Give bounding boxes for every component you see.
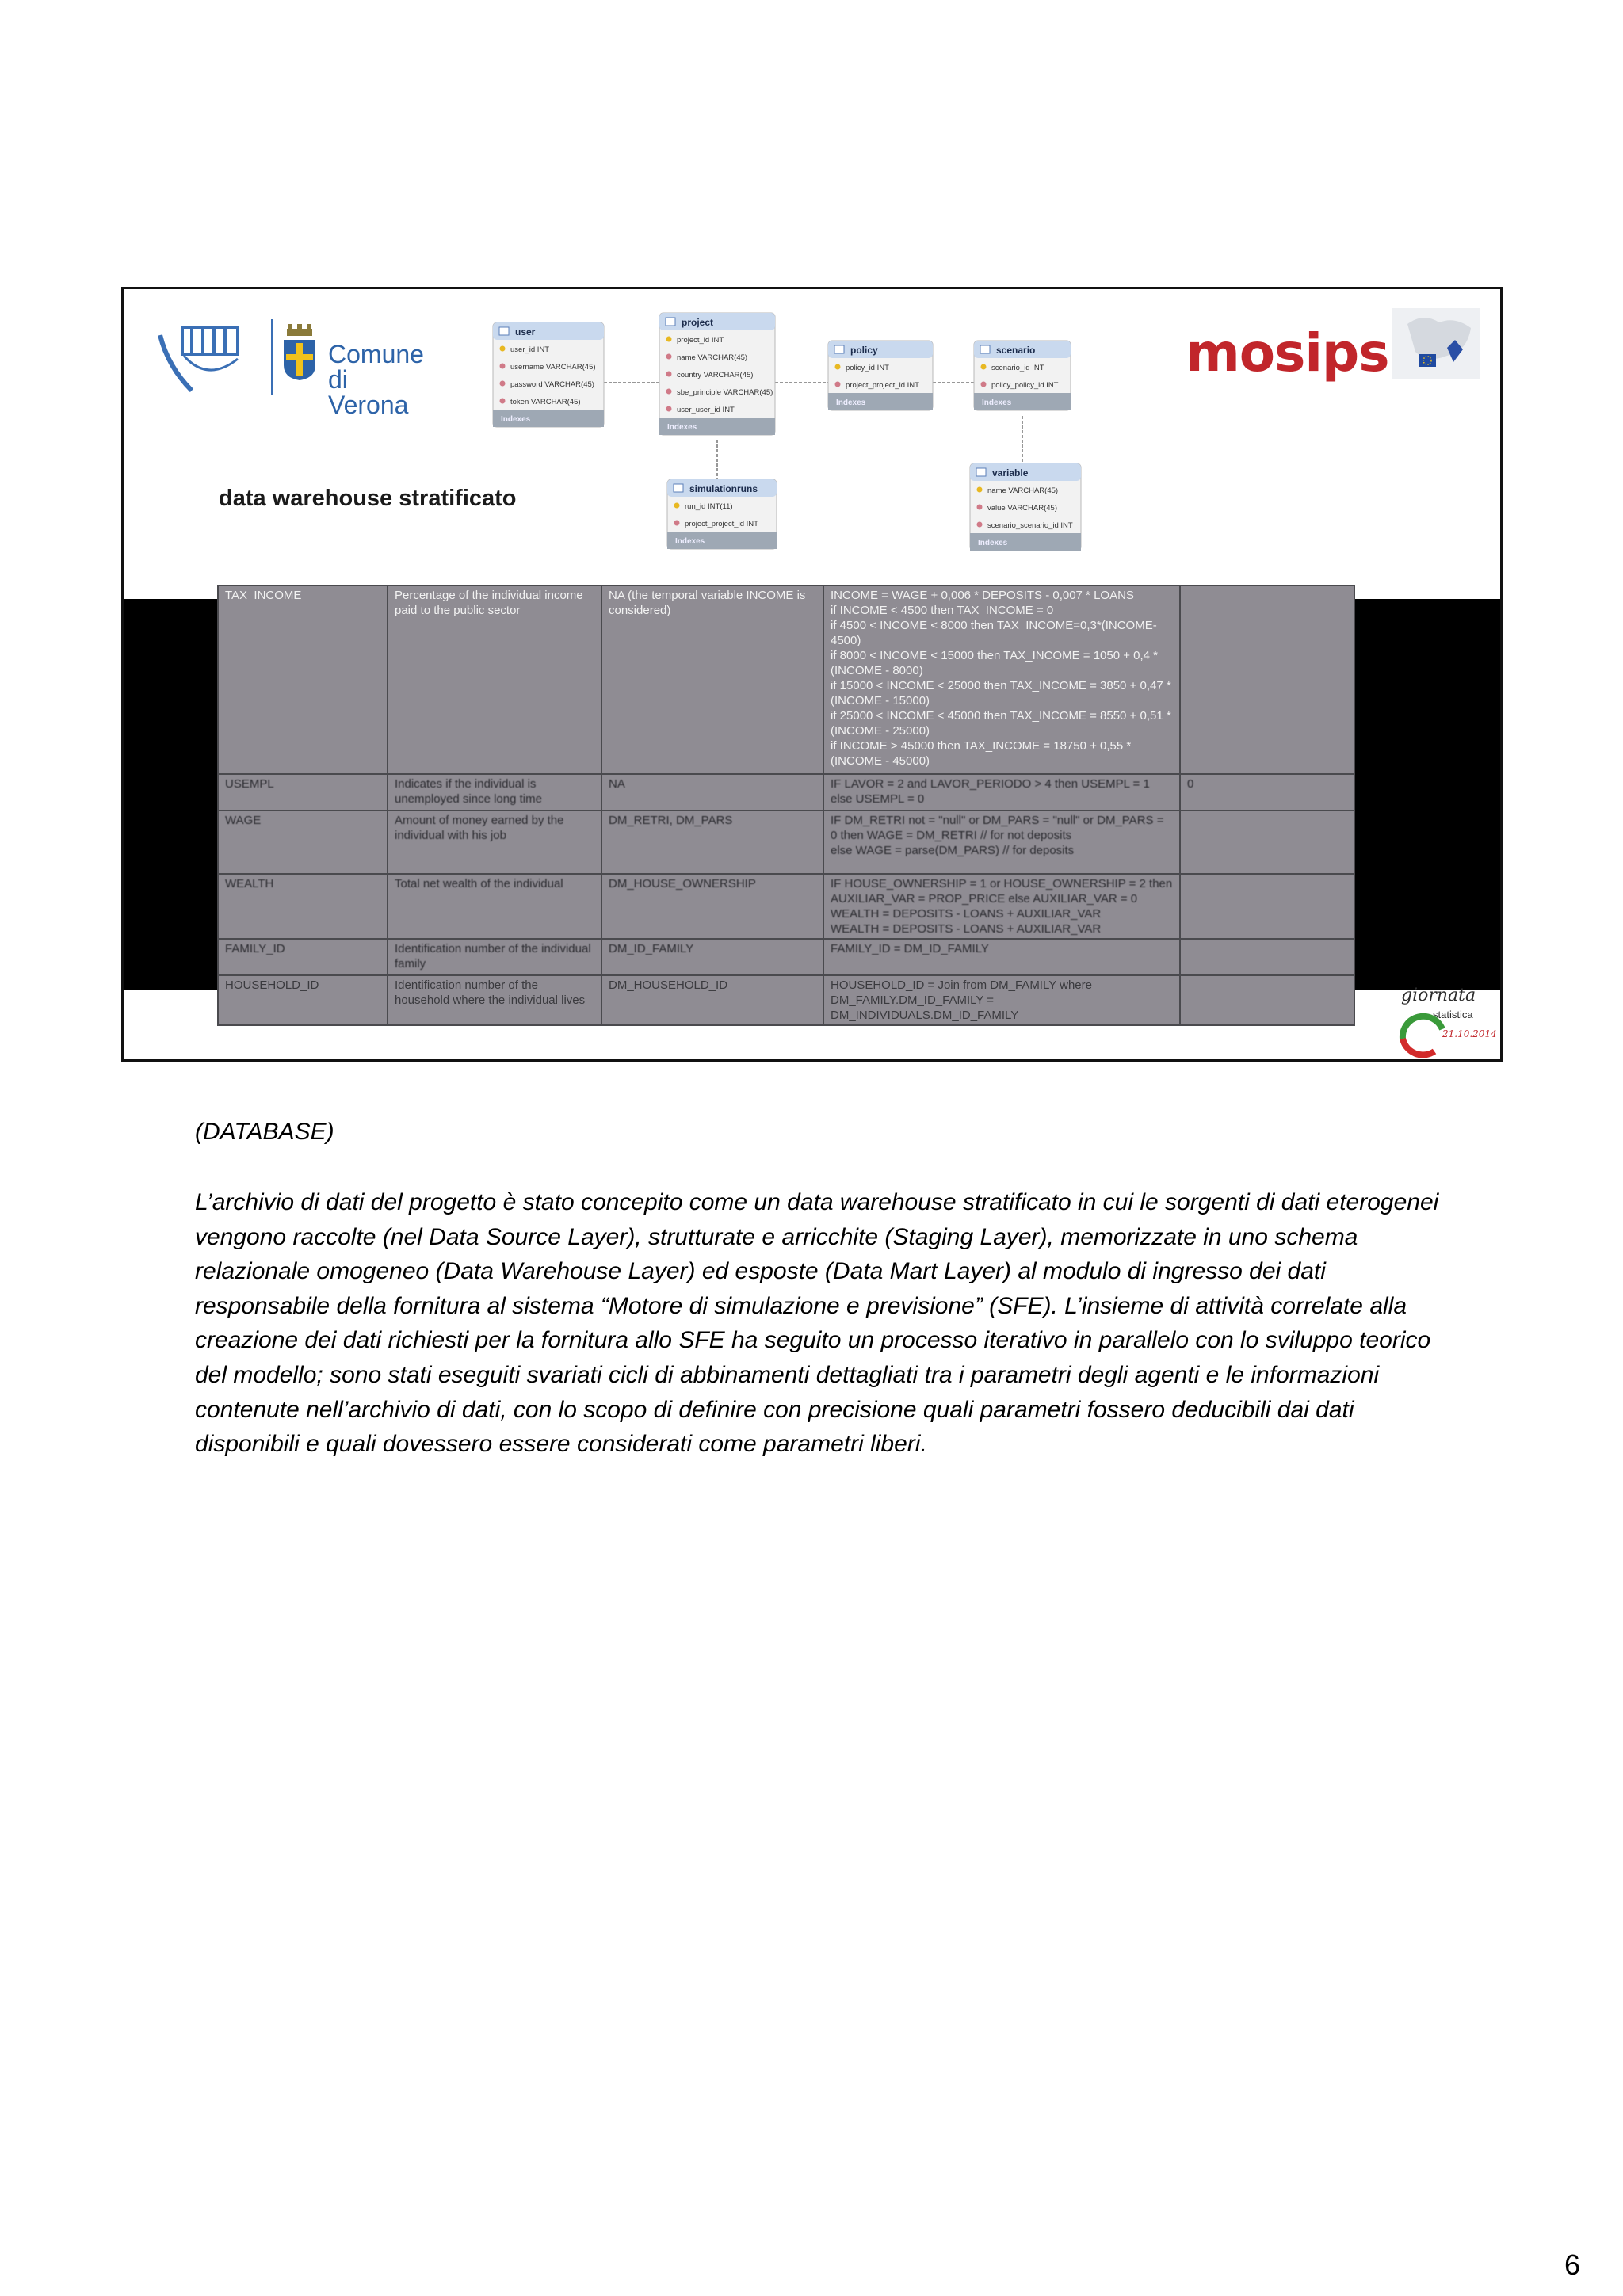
- er-table-name: user: [515, 326, 536, 338]
- table-cell: [1180, 939, 1354, 975]
- er-table-scenario: [974, 341, 1071, 410]
- table-cell: Indicates if the individual is unemployed since long time: [388, 774, 601, 810]
- table-cell: USEMPL: [218, 774, 388, 810]
- mosips-logo: mosips: [1186, 322, 1389, 383]
- er-table-name: variable: [992, 467, 1029, 479]
- table-cell: 0: [1180, 774, 1354, 810]
- er-indexes-label: Indexes: [675, 537, 705, 546]
- er-field: policy_id INT: [846, 364, 889, 372]
- table-cell: WEALTH: [218, 874, 388, 939]
- er-field: sbe_principle VARCHAR(45): [677, 388, 773, 397]
- table-cell: HOUSEHOLD_ID: [218, 975, 388, 1025]
- er-field: project_project_id INT: [685, 520, 758, 528]
- giornata-date: 21.10.2014: [1442, 1028, 1497, 1039]
- er-field: name VARCHAR(45): [677, 353, 748, 362]
- er-field: token VARCHAR(45): [510, 398, 581, 406]
- table-row: [218, 810, 1354, 874]
- table-cell: DM_ID_FAMILY: [601, 939, 823, 975]
- er-table-name: policy: [850, 345, 878, 356]
- body-paragraph: L’archivio di dati del progetto è stato concepito come un data warehouse stratificato in cui le sorgenti di dati eterogenei vengono raccolte (nel Data Source Layer), strutturate e arricchite (Staging Layer), memorizzate in uno schema relazionale omogeneo (Data Warehouse Layer) ed esposte (Data Mart Layer) al modulo di ingresso dei dati responsabile della fornitura al sistema “Motore di simulazione e previsione” (SFE). L’insieme di attività correlate alla creazione dei dati richiesti per la fornitura allo SFE ha seguito un processo iterativo in parallelo con lo sviluppo teorico del modello; sono stati eseguiti svariati cicli di abbinamenti dettagliati tra i parametri degli agenti e le informazioni contenute nell’archivio di dati, con lo scopo di definire con precisione quali parametri fossero deducibili dai dati disponibili e quali dovessero essere considerati come parametri liberi.: [195, 1189, 1439, 1458]
- table-cell: [1180, 585, 1354, 774]
- er-table-project: [659, 313, 775, 435]
- table-cell: NA (the temporal variable INCOME is considered): [601, 585, 823, 774]
- table-cell: WAGE: [218, 810, 388, 874]
- table-row: [218, 975, 1354, 1025]
- er-field: user_id INT: [510, 345, 550, 354]
- table-cell: Total net wealth of the individual: [388, 874, 601, 939]
- er-field: name VARCHAR(45): [987, 486, 1059, 495]
- table-cell: DM_RETRI, DM_PARS: [601, 810, 823, 874]
- statistica-word: statistica: [1433, 1009, 1473, 1020]
- slide-title: data warehouse stratificato: [219, 486, 517, 511]
- er-table-policy: [828, 341, 933, 410]
- variables-table: [217, 585, 1355, 1026]
- er-table-simulationruns: [667, 479, 777, 549]
- er-indexes-label: Indexes: [667, 423, 697, 432]
- slide-image: [121, 287, 1503, 1062]
- table-row: [218, 874, 1354, 939]
- er-field: project_id INT: [677, 336, 724, 345]
- er-indexes-label: Indexes: [836, 399, 866, 407]
- er-table-name: simulationruns: [689, 483, 758, 494]
- table-cell: IF LAVOR = 2 and LAVOR_PERIODO > 4 then USEMPL = 1 else USEMPL = 0: [823, 774, 1180, 810]
- table-cell: IF HOUSE_OWNERSHIP = 1 or HOUSE_OWNERSHIP = 2 then AUXILIAR_VAR = PROP_PRICE else AUXILIAR_VAR = 0 WEALTH = DEPOSITS - LOANS + AUXILIAR_VAR WEALTH = DEPOSITS - LOANS + AUXILIAR_VAR: [823, 874, 1180, 939]
- table-row: [218, 774, 1354, 810]
- er-indexes-label: Indexes: [982, 399, 1012, 407]
- giornata-statistica-logo: [1395, 983, 1497, 1055]
- er-field: scenario_id INT: [991, 364, 1044, 372]
- table-cell: Identification number of the individual family: [388, 939, 601, 975]
- er-diagram: [124, 289, 1505, 599]
- er-field: user_user_id INT: [677, 406, 735, 414]
- er-indexes-label: Indexes: [501, 415, 531, 424]
- table-cell: DM_HOUSE_OWNERSHIP: [601, 874, 823, 939]
- table-cell: Amount of money earned by the individual with his job: [388, 810, 601, 874]
- comune-verona-text: Comune di Verona: [328, 340, 424, 419]
- er-field: project_project_id INT: [846, 381, 919, 390]
- table-cell: [1180, 874, 1354, 939]
- er-field: password VARCHAR(45): [510, 380, 594, 389]
- page-number: 6: [1564, 2248, 1581, 2281]
- table-cell: HOUSEHOLD_ID = Join from DM_FAMILY where DM_FAMILY.DM_ID_FAMILY = DM_INDIVIDUALS.DM_ID_FAMILY: [823, 975, 1180, 1025]
- table-row: [218, 585, 1354, 774]
- er-field: username VARCHAR(45): [510, 363, 596, 372]
- table-cell: NA: [601, 774, 823, 810]
- table-cell: FAMILY_ID: [218, 939, 388, 975]
- table-cell: FAMILY_ID = DM_ID_FAMILY: [823, 939, 1180, 975]
- table-cell: [1180, 975, 1354, 1025]
- section-heading: (DATABASE): [195, 1119, 334, 1145]
- table-cell: DM_HOUSEHOLD_ID: [601, 975, 823, 1025]
- er-table-name: scenario: [996, 345, 1036, 356]
- table-cell: TAX_INCOME: [218, 585, 388, 774]
- er-field: country VARCHAR(45): [677, 371, 754, 379]
- table-cell: INCOME = WAGE + 0,006 * DEPOSITS - 0,007 * LOANS if INCOME < 4500 then TAX_INCOME = 0 if 4500 < INCOME < 8000 then TAX_INCOME=0,3*(INCOME-4500) if 8000 < INCOME < 15000 then TAX_INCOME = 1050 + 0,4 * (INCOME - 8000) if 15000 < INCOME < 25000 then TAX_INCOME = 3850 + 0,47 * (INCOME - 15000) if 25000 < INCOME < 45000 then TAX_INCOME = 8550 + 0,51 * (INCOME - 25000) if INCOME > 45000 then TAX_INCOME = 18750 + 0,55 * (INCOME - 45000): [823, 585, 1180, 774]
- er-table-user: [493, 322, 604, 427]
- giornata-word: giornata: [1401, 986, 1476, 1005]
- table-cell: Percentage of the individual income paid to the public sector: [388, 585, 601, 774]
- table-cell: IF DM_RETRI not = "null" or DM_PARS = "null" or DM_PARS = 0 then WAGE = DM_RETRI // for not deposits else WAGE = parse(DM_PARS) // for deposits: [823, 810, 1180, 874]
- er-field: scenario_scenario_id INT: [987, 521, 1073, 530]
- er-field: policy_policy_id INT: [991, 381, 1059, 390]
- er-field: run_id INT(11): [685, 502, 733, 511]
- table-cell: [1180, 810, 1354, 874]
- table-row: [218, 939, 1354, 975]
- er-table-name: project: [682, 317, 714, 328]
- er-indexes-label: Indexes: [978, 539, 1008, 547]
- er-field: value VARCHAR(45): [987, 504, 1057, 513]
- table-cell: Identification number of the household where the individual lives: [388, 975, 601, 1025]
- er-table-variable: [970, 463, 1081, 551]
